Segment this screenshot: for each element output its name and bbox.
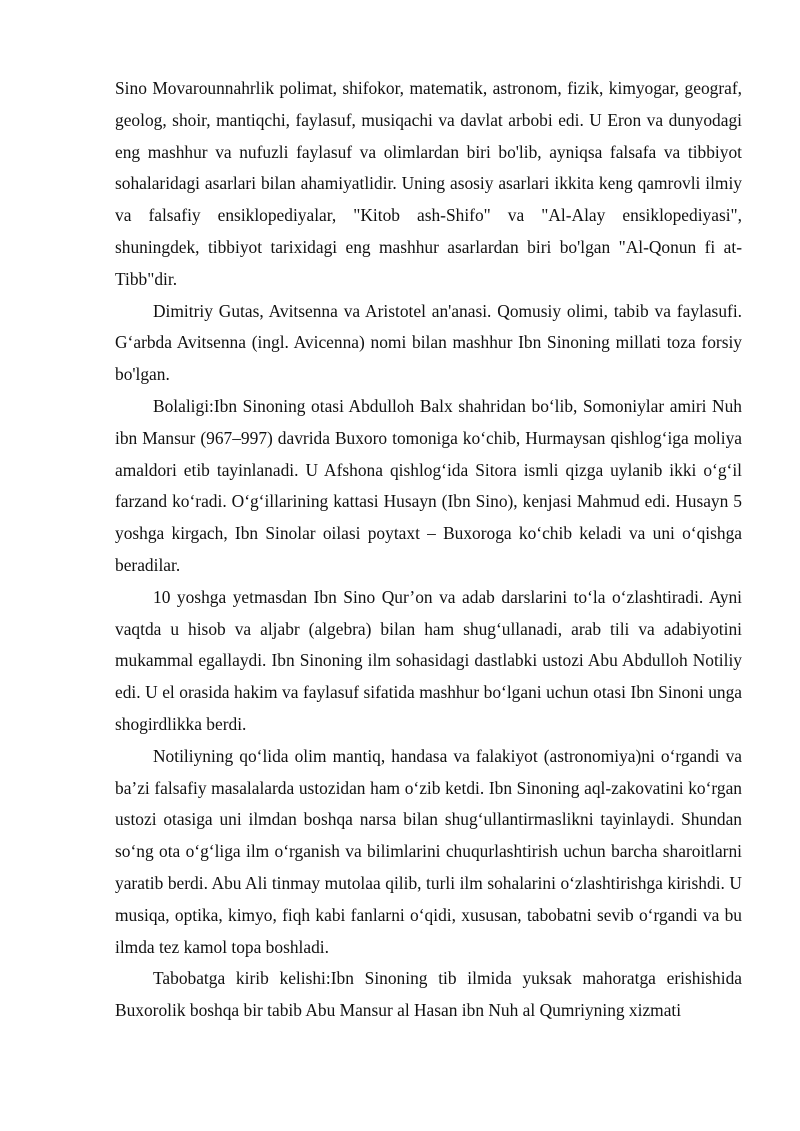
paragraph-intro: Sino Movarounnahrlik polimat, shifokor, matematik, astronom, fizik, kimyogar, geograf, geolog, shoir, mantiqchi, faylasuf, musiqachi va davlat arbobi edi. U Eron va dunyodagi eng mashhur va nufuzli faylasuf va olimlardan biri bo'lib, ayniqsa falsafa va tibbiyot sohalaridagi asarlari bilan ahamiyatlidir. Uning asosiy asarlari ikkita keng qamrovli ilmiy va falsafiy ensiklopediyalar, "Kitob ash-Shifo" va "Al-Alay ensiklopediyasi", shuningdek, tibbiyot tarixidagi eng mashhur asarlardan biri bo'lgan "Al-Qonun fi at-Tibb"dir. [115, 78, 742, 289]
document-page [115, 73, 742, 1027]
paragraph-gutas: Dimitriy Gutas, Avitsenna va Aristotel an'anasi. Qomusiy olimi, tabib va faylasufi. G‘arbda Avitsenna (ingl. Avicenna) nomi bilan mashhur Ibn Sinoning millati toza forsiy bo'lgan. [115, 300, 742, 385]
paragraph-tabobat: Tabobatga kirib kelishi:Ibn Sinoning tib ilmida yuksak mahoratga erishishida Buxorolik boshqa bir tabib Abu Mansur al Hasan ibn Nuh al Qumriyning xizmati [115, 968, 742, 1021]
paragraph-notiliy: Notiliyning qo‘lida olim mantiq, handasa va falakiyot (astronomiya)ni o‘rgandi va ba’zi falsafiy masalalarda ustozidan ham o‘zib ketdi. Ibn Sinoning aql-zakovatini ko‘rgan ustozi otasiga uni ilmdan boshqa narsa bilan shug‘ullantirmaslikni tayinlaydi. Shundan so‘ng ota o‘g‘liga ilm o‘rganish va bilimlarini chuqurlashtirish uchun barcha sharoitlarni yaratib berdi. Abu Ali tinmay mutolaa qilib, turli ilm sohalarini o‘zlashtirishga kirishdi. U musiqa, optika, kimyo, fiqh kabi fanlarni o‘qidi, xususan, tabobatni sevib o‘rgandi va bu ilmda tez kamol topa boshladi. [115, 745, 742, 957]
paragraph-education: 10 yoshga yetmasdan Ibn Sino Qur’on va adab darslarini to‘la o‘zlashtiradi. Ayni vaqtda u hisob va aljabr (algebra) bilan ham shug‘ullanadi, arab tili va adabiyotini mukammal egallaydi. Ibn Sinoning ilm sohasidagi dastlabki ustozi Abu Abdulloh Notiliy edi. U el orasida hakim va faylasuf sifatida mashhur bo‘lgani uchun otasi Ibn Sinoni unga shogirdlikka berdi. [115, 586, 742, 734]
paragraph-bolaligi: Bolaligi:Ibn Sinoning otasi Abdulloh Balx shahridan bo‘lib, Somoniylar amiri Nuh ibn Mansur (967–997) davrida Buxoro tomoniga ko‘chib, Hurmaysan qishlog‘iga moliya amaldori etib tayinlanadi. U Afshona qishlog‘ida Sitora ismli qizga uylanib ikki o‘g‘il farzand ko‘radi. O‘g‘illarining kattasi Husayn (Ibn Sino), kenjasi Mahmud edi. Husayn 5 yoshga kirgach, Ibn Sinolar oilasi poytaxt – Buxoroga ko‘chib keladi va uni o‘qishga beradilar. [115, 395, 742, 575]
